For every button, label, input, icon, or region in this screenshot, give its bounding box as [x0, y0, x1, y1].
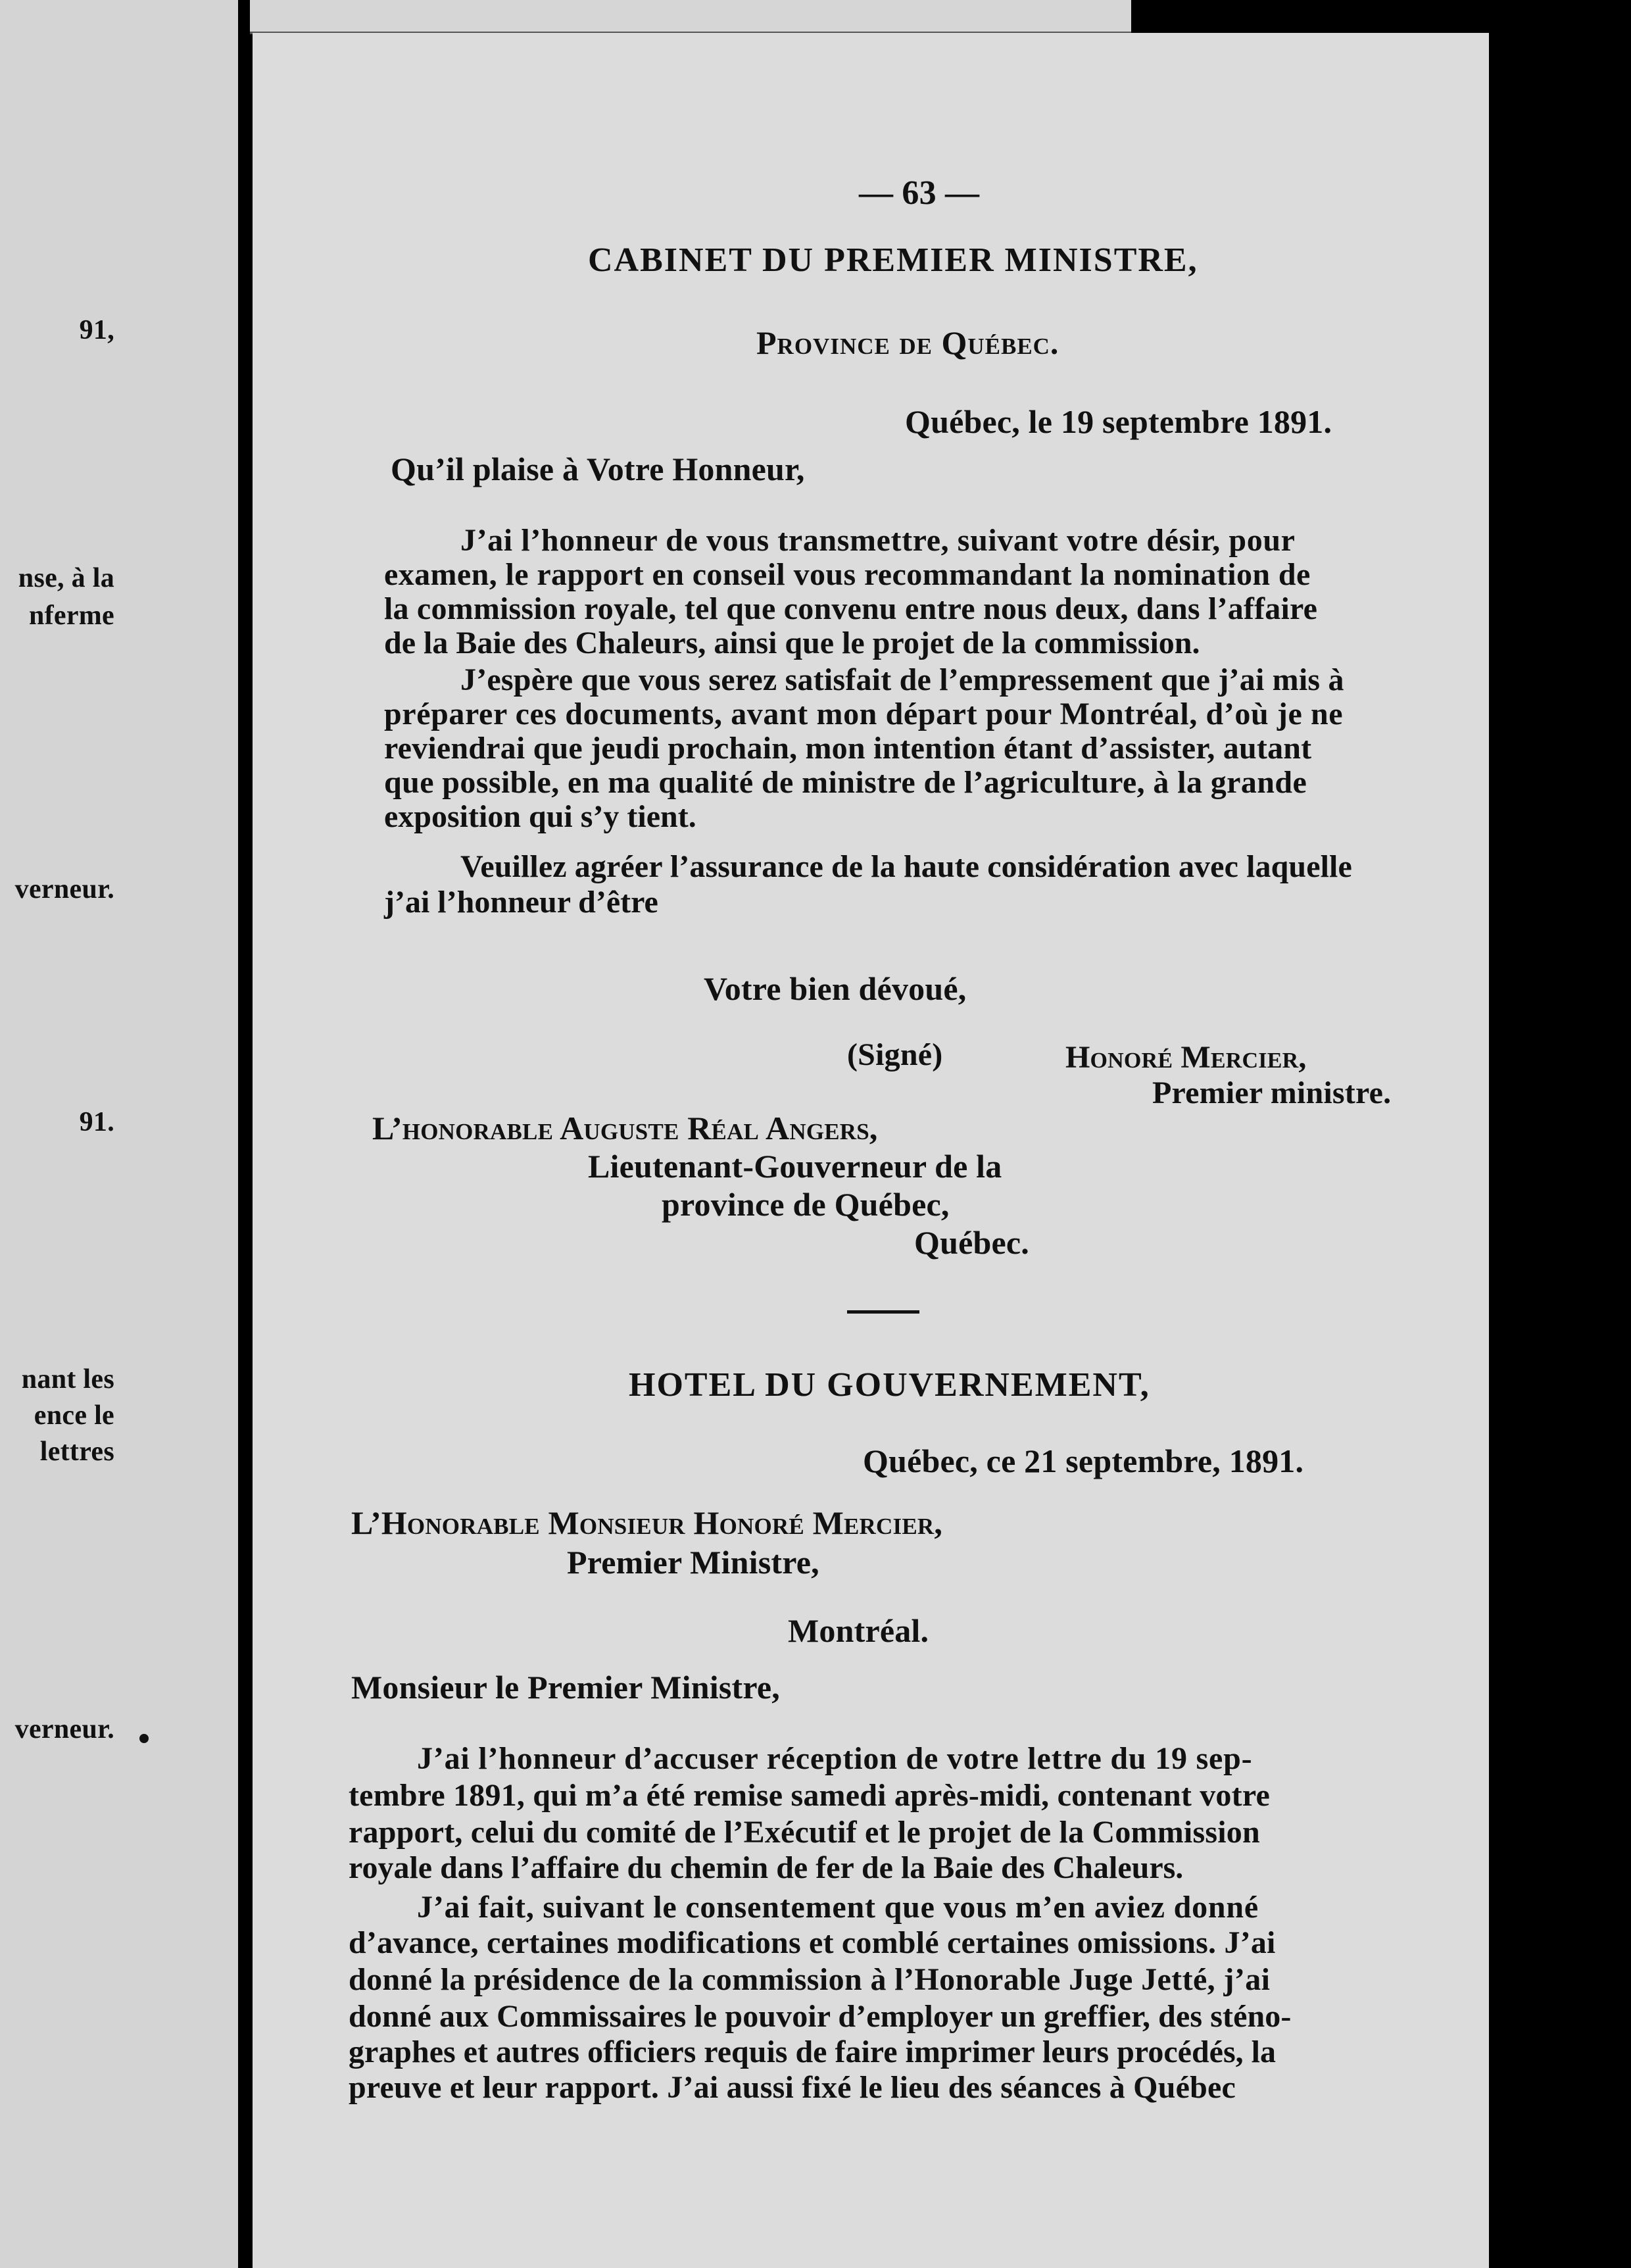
margin-speck — [139, 1734, 149, 1743]
letter1-body-line: j’ai l’honneur d’être — [384, 885, 658, 920]
adjacent-page-text: ence le — [34, 1400, 114, 1431]
letter2-recipient-line: Montréal. — [788, 1612, 929, 1649]
letter2-body-line: rapport, celui du comité de l’Exécutif et le projet de la Commission — [349, 1815, 1260, 1850]
adjacent-page-text: 91. — [79, 1107, 114, 1137]
adjacent-page-text: nant les — [21, 1364, 114, 1394]
letter1-body-line: exposition qui s’y tient. — [384, 799, 696, 834]
document-page — [253, 33, 1489, 2268]
letter1-body-line: préparer ces documents, avant mon départ pour Montréal, d’où je ne — [384, 697, 1344, 731]
adjacent-page-text: verneur. — [14, 1714, 114, 1744]
letter1-heading: CABINET DU PREMIER MINISTRE, — [588, 241, 1198, 279]
letter1-salutation: Qu’il plaise à Votre Honneur, — [391, 451, 805, 487]
letter2-body-line: donné la présidence de la commission à l’Honorable Juge Jetté, j’ai — [349, 1962, 1271, 1997]
letter2-body-line: royale dans l’affaire du chemin de fer de la Baie des Chaleurs. — [349, 1850, 1184, 1885]
scan-border — [1489, 0, 1631, 2268]
letter2-body-line: J’ai l’honneur d’accuser réception de votre lettre du 19 sep- — [417, 1741, 1253, 1776]
letter1-subheading: Province de Québec. — [756, 324, 1059, 361]
letter2-body-line: graphes et autres officiers requis de faire imprimer leurs procédés, la — [349, 2034, 1276, 2069]
letter1-date: Québec, le 19 septembre 1891. — [905, 403, 1332, 440]
adjacent-page-fragment — [0, 0, 238, 2268]
letter1-body-line: examen, le rapport en conseil vous recommandant la nomination de — [384, 557, 1311, 592]
page-top-strip — [250, 0, 1131, 34]
letter2-body-line: tembre 1891, qui m’a été remise samedi après-midi, contenant votre — [349, 1778, 1270, 1813]
letter1-body-line: la commission royale, tel que convenu entre nous deux, dans l’affaire — [384, 591, 1318, 626]
letter1-recipient-line: L’honorable Auguste Réal Angers, — [372, 1110, 878, 1146]
page-number: — 63 — — [859, 174, 980, 212]
letter1-closing: Votre bien dévoué, — [704, 970, 967, 1007]
letter1-recipient-line: province de Québec, — [662, 1186, 950, 1223]
letter1-body-line: que possible, en ma qualité de ministre de l’agriculture, à la grande — [384, 765, 1307, 800]
letter1-signer-name: Honoré Mercier, — [1065, 1040, 1307, 1075]
adjacent-page-text: nferme — [28, 601, 114, 631]
adjacent-page-text: verneur. — [14, 874, 114, 904]
page-gutter — [238, 0, 253, 2268]
letter1-body-line: J’ai l’honneur de vous transmettre, suivant votre désir, pour — [460, 523, 1296, 558]
letter2-body-line: preuve et leur rapport. J’ai aussi fixé le lieu des séances à Québec — [349, 2070, 1236, 2105]
letter2-salutation: Monsieur le Premier Ministre, — [351, 1669, 780, 1706]
adjacent-page-text: 91, — [79, 315, 114, 345]
letter1-body-line: de la Baie des Chaleurs, ainsi que le projet de la commission. — [384, 626, 1200, 660]
letter2-date: Québec, ce 21 septembre, 1891. — [863, 1442, 1304, 1479]
letter1-signed-marker: (Signé) — [847, 1037, 943, 1072]
letter1-recipient-line: Lieutenant-Gouverneur de la — [588, 1148, 1002, 1185]
letter2-recipient-line: Premier Ministre, — [567, 1544, 819, 1581]
letter2-recipient-line: L’Honorable Monsieur Honoré Mercier, — [351, 1504, 943, 1541]
letter2-body-line: d’avance, certaines modifications et comblé certaines omissions. J’ai — [349, 1925, 1276, 1960]
letter2-heading: HOTEL DU GOUVERNEMENT, — [629, 1366, 1150, 1404]
letter1-body-line: J’espère que vous serez satisfait de l’empressement que j’ai mis à — [460, 662, 1344, 697]
adjacent-page-text: nse, à la — [18, 563, 114, 593]
letter1-body-line: reviendrai que jeudi prochain, mon intention étant d’assister, autant — [384, 731, 1312, 766]
letter1-signer-title: Premier ministre. — [1152, 1075, 1392, 1110]
letter1-recipient-line: Québec. — [914, 1224, 1029, 1261]
letter1-body-line: Veuillez agréer l’assurance de la haute considération avec laquelle — [460, 849, 1352, 884]
letter2-body-line: donné aux Commissaires le pouvoir d’employer un greffier, des sténo- — [349, 1999, 1292, 2034]
section-divider — [847, 1310, 919, 1314]
letter2-body-line: J’ai fait, suivant le consentement que vous m’en aviez donné — [417, 1890, 1259, 1925]
adjacent-page-text: lettres — [39, 1437, 114, 1467]
